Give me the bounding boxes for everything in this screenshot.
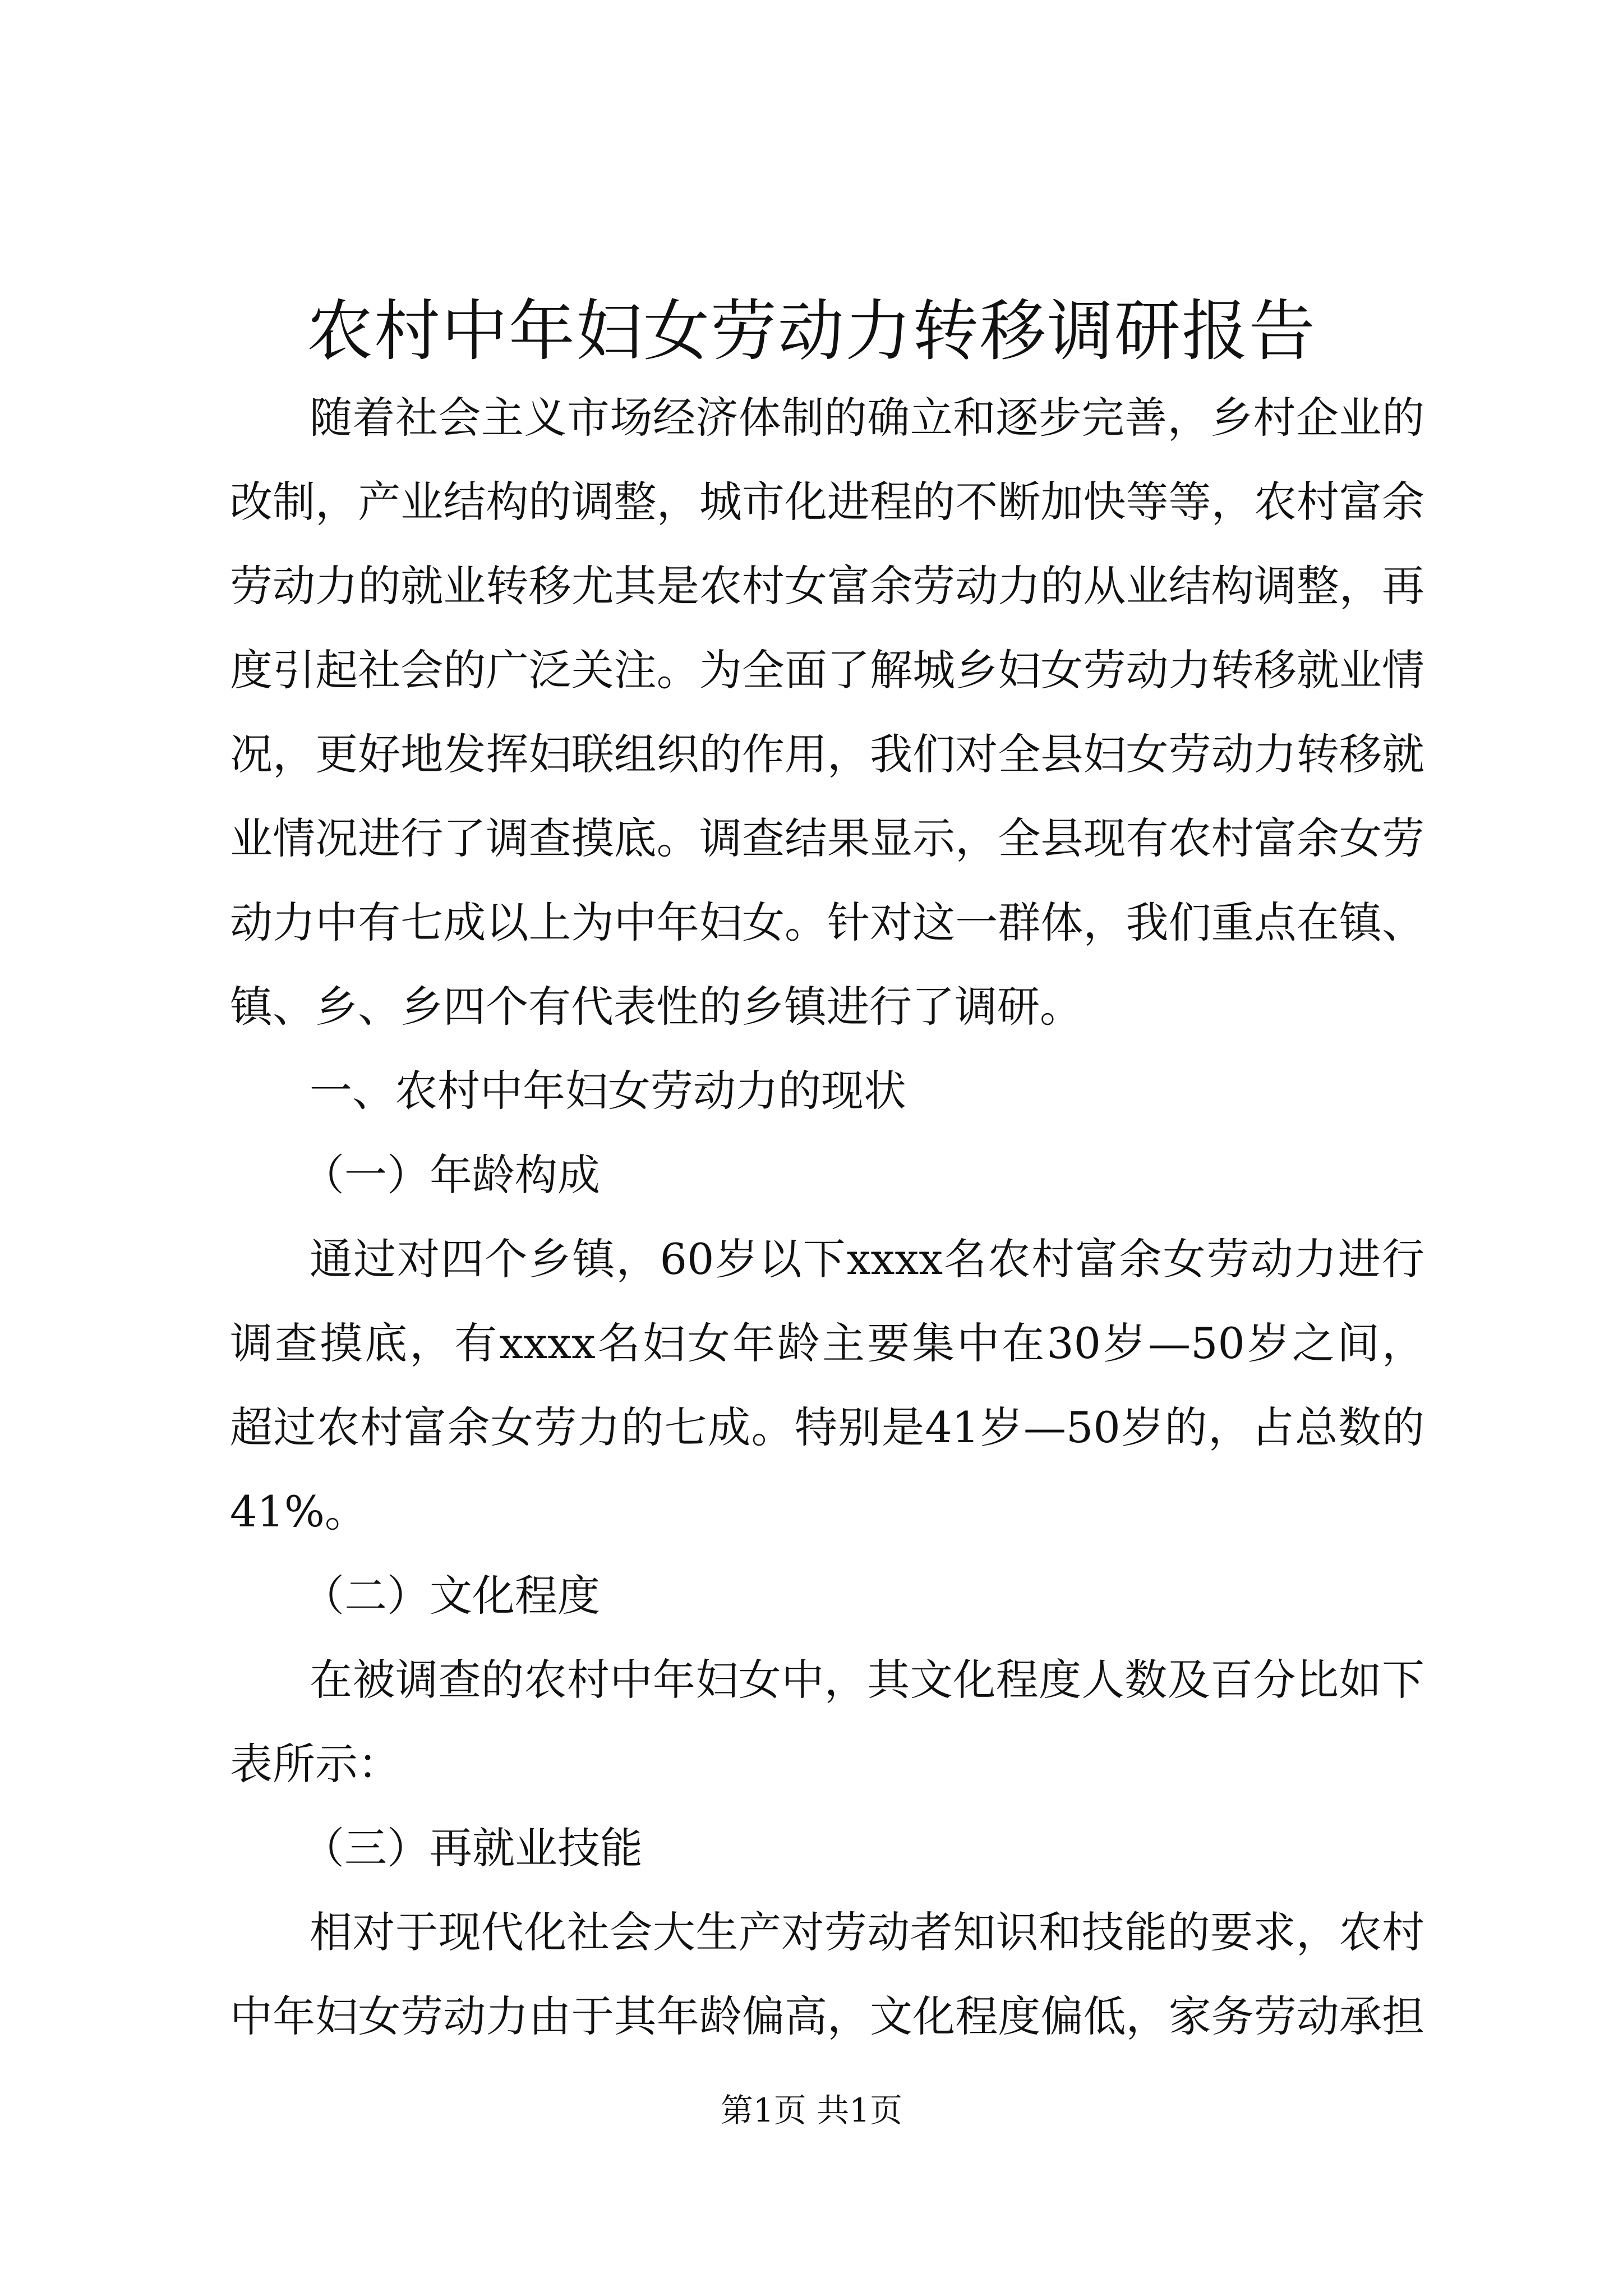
paragraph-line: 改制，产业结构的调整，城市化进程的不断加快等等，农村富余 (230, 477, 1424, 527)
page-footer: 第1页 共1页 (720, 2091, 903, 2129)
paragraph-line: 中年妇女劳动力由于其年龄偏高，文化程度偏低，家务劳动承担 (230, 1991, 1424, 2041)
paragraph-line: 业情况进行了调查摸底。调查结果显示，全县现有农村富余女劳 (230, 813, 1424, 863)
paragraph-line: 超过农村富余女劳力的七成。特别是41岁—50岁的，占总数的 (230, 1402, 1424, 1452)
paragraph-line: 度引起社会的广泛关注。为全面了解城乡妇女劳动力转移就业情 (230, 645, 1424, 695)
paragraph-line: 在被调查的农村中年妇女中，其文化程度人数及百分比如下 (310, 1655, 1424, 1705)
subsection-heading: （三）再就业技能 (302, 1823, 643, 1873)
paragraph-line: 劳动力的就业转移尤其是农村女富余劳动力的从业结构调整，再 (230, 561, 1424, 611)
section-heading: 一、农村中年妇女劳动力的现状 (310, 1066, 906, 1116)
paragraph-line: 相对于现代化社会大生产对劳动者知识和技能的要求，农村 (310, 1907, 1424, 1957)
paragraph-line: 调查摸底，有xxxx名妇女年龄主要集中在30岁—50岁之间， (230, 1318, 1424, 1368)
subsection-heading: （一）年龄构成 (302, 1150, 600, 1200)
paragraph-line: 动力中有七成以上为中年妇女。针对这一群体，我们重点在镇、 (230, 898, 1424, 947)
document-title: 农村中年妇女劳动力转移调研报告 (306, 292, 1316, 370)
paragraph-line: 随着社会主义市场经济体制的确立和逐步完善，乡村企业的 (310, 393, 1424, 443)
paragraph-line: 镇、乡、乡四个有代表性的乡镇进行了调研。 (230, 982, 1082, 1032)
subsection-heading: （二）文化程度 (302, 1571, 600, 1621)
paragraph-line: 41%。 (230, 1487, 367, 1536)
paragraph-line: 表所示： (230, 1739, 400, 1789)
paragraph-line: 况，更好地发挥妇联组织的作用，我们对全县妇女劳动力转移就 (230, 729, 1424, 779)
paragraph-line: 通过对四个乡镇，60岁以下xxxx名农村富余女劳动力进行 (310, 1234, 1424, 1284)
